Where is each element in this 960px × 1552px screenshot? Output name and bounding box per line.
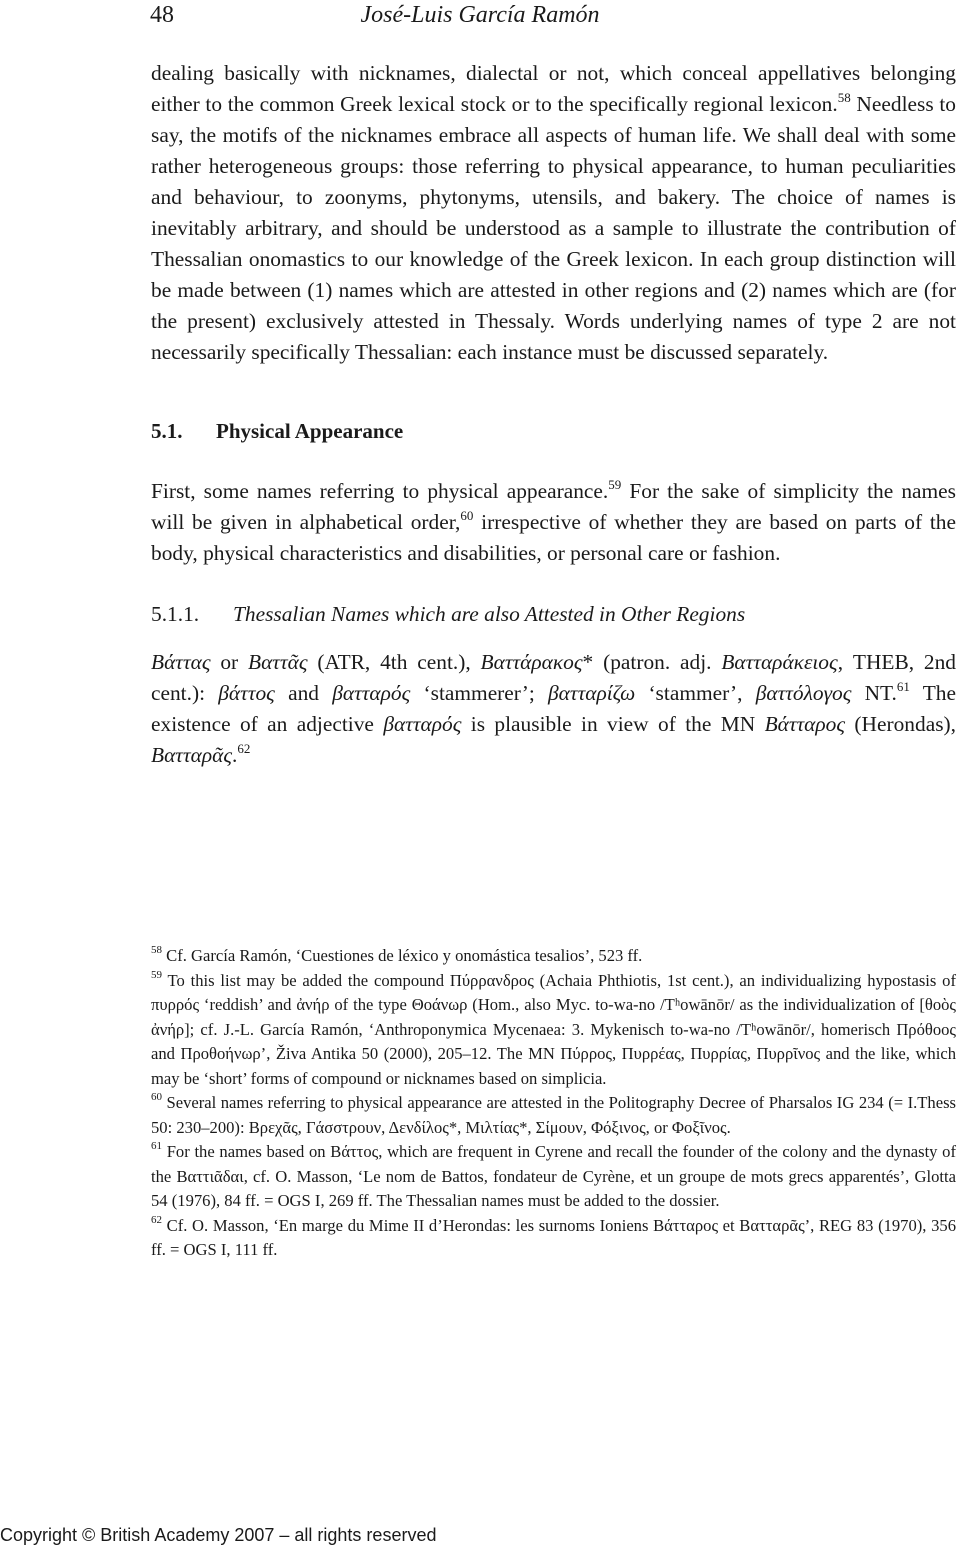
greek-word: βαττόλογος [755, 681, 852, 705]
footnote-text: Cf. O. Masson, ‘En marge du Mime II d’Herondas: les surnoms Ioniens Βάτταρος et Βατταρᾶς’, REG 83 (1970), 356 ff. = OGS I, 111 ff. [151, 1215, 956, 1259]
paragraph-text: dealing basically with nicknames, dialectal or not, which conceal appellatives belonging either to the common Greek lexical stock or to the specifically regional lexicon. [151, 61, 956, 116]
page-number: 48 [150, 2, 174, 28]
footnote-number: 58 [151, 944, 162, 957]
paragraph-text: (ATR, 4th cent.), [307, 650, 481, 674]
greek-word: βατταρός [383, 712, 462, 736]
section-number: 5.1. [151, 419, 183, 443]
copyright-footer: Copyright © British Academy 2007 – all rights reserved [0, 1525, 437, 1545]
main-text [151, 58, 956, 771]
running-header-author: José-Luis García Ramón [360, 2, 600, 28]
footnote-ref-61[interactable]: 61 [896, 678, 910, 694]
paragraph-text: irrespective of whether they are based on parts of the body, physical characteristics and disabilities, or personal care or fashion. [151, 510, 956, 565]
footnote-ref-62[interactable]: 62 [237, 740, 251, 756]
paragraph-text: The existence of an adjective [151, 681, 956, 736]
paragraph-text: For the sake of simplicity the names will be given in alphabetical order, [151, 479, 956, 534]
footnote-59 [151, 969, 956, 1092]
paragraph-text: First, some names referring to physical appearance. [151, 479, 609, 503]
paragraph-text: or [210, 650, 249, 674]
paragraph-text: ‘stammer’, [635, 681, 756, 705]
paragraph-text: NT. [851, 681, 897, 705]
greek-word: Βαττᾶς [248, 650, 308, 674]
greek-word: Βατταρᾶς [151, 743, 233, 767]
footnote-number: 59 [151, 968, 162, 981]
paragraph-text: Needless to say, the motifs of the nicknames embrace all aspects of human life. We shall deal with some rather heterogeneous groups: those referring to physical appearance, to human peculiarities and behaviour, to zoonyms, phytonyms, utensils, and bakery. The choice of names is inevitably arbitrary, and should be understood as a sample to illustrate the contribution of Thessalian onomastics to our knowledge of the Greek lexicon. In each group distinction will be made between (1) names which are attested in other regions and (2) names which are (for the present) exclusively attested in Thessaly. Words underlying names of type 2 are not necessarily specifically Thessalian: each instance must be discussed separately. [151, 92, 956, 364]
paragraph-text: , THEB, 2nd cent.): [151, 650, 956, 705]
paragraph-text: (Herondas), [845, 712, 956, 736]
footnote-58 [151, 944, 956, 969]
greek-word: Βαττάρακος [480, 650, 583, 674]
footnotes [151, 944, 956, 1263]
footnote-61 [151, 1140, 956, 1214]
greek-word: Βάττας [151, 650, 211, 674]
footnote-ref-58[interactable]: 58 [837, 89, 851, 105]
footnote-number: 61 [151, 1140, 162, 1153]
footnote-ref-59[interactable]: 59 [608, 476, 622, 492]
greek-word: βατταρίζω [548, 681, 636, 705]
paragraph-battas [151, 647, 956, 771]
footnote-60 [151, 1091, 956, 1140]
footnote-text: To this list may be added the compound Πύρρανδρος (Achaia Phthiotis, 1st cent.), an individualizing hypostasis of πυρρός ‘reddish’ and ἀνήρ of the type Θοάνωρ (Hom., also Myc. to-wa-no /Tʰowānōr/ as the individualization of [θοὸς ἀνήρ]; cf. J.-L. García Ramón, ‘Anthroponymica Mycenaea: 3. Mykenisch to-wa-no /Tʰowānōr/, homerisch Πρόθοος and Προθοήνωρ’, Živa Antika 50 (2000), 205–12. The MN Πύρρος, Πυρρέας, Πυρρίας, Πυρρῖνος and the like, which may be ‘short’ forms of compound or nicknames based on simplicia. [151, 970, 956, 1088]
footnote-number: 60 [151, 1091, 162, 1104]
section-title: Physical Appearance [216, 419, 404, 443]
section-heading [151, 416, 956, 446]
footnote-ref-60[interactable]: 60 [460, 507, 474, 523]
footnote-number: 62 [151, 1213, 162, 1226]
paragraph-text: and [274, 681, 333, 705]
paragraph-text: ‘stammerer’; [410, 681, 549, 705]
subsection-title: Thessalian Names which are also Attested in Other Regions [233, 602, 746, 626]
subsection-heading [151, 599, 956, 629]
paragraph-intro [151, 58, 956, 368]
paragraph-text: * (patron. adj. [582, 650, 722, 674]
paragraph-text: is plausible in view of the MN [461, 712, 765, 736]
greek-word: Βάτταρος [764, 712, 846, 736]
greek-word: βατταρός [332, 681, 411, 705]
footnote-text: Several names referring to physical appearance are attested in the Politography Decree of Pharsalos IG 234 (= I.Thess 50: 230–200): Βρεχᾶς, Γάσστρουν, Δενδίλος*, Μιλτίας*, Σίμουν, Φόξινος, or Φοξῖνος. [151, 1093, 956, 1137]
footnote-text: For the names based on Βάττος, which are frequent in Cyrene and recall the founder of the colony and the dynasty of the Βαττιᾶδαι, cf. O. Masson, ‘Le nom de Battos, fondateur de Cyrène, et un groupe de mots grecs apparentés’, Glotta 54 (1976), 84 ff. = OGS I, 269 ff. The Thessalian names must be added to the dossier. [151, 1142, 956, 1210]
greek-word: Βατταράκειος [721, 650, 838, 674]
subsection-number: 5.1.1. [151, 602, 200, 626]
paragraph-physical [151, 476, 956, 569]
paragraph-text: . [232, 743, 238, 767]
greek-word: βάττος [218, 681, 275, 705]
footnote-text: Cf. García Ramón, ‘Cuestiones de léxico y onomástica tesalios’, 523 ff. [162, 946, 643, 965]
footnote-62 [151, 1214, 956, 1263]
